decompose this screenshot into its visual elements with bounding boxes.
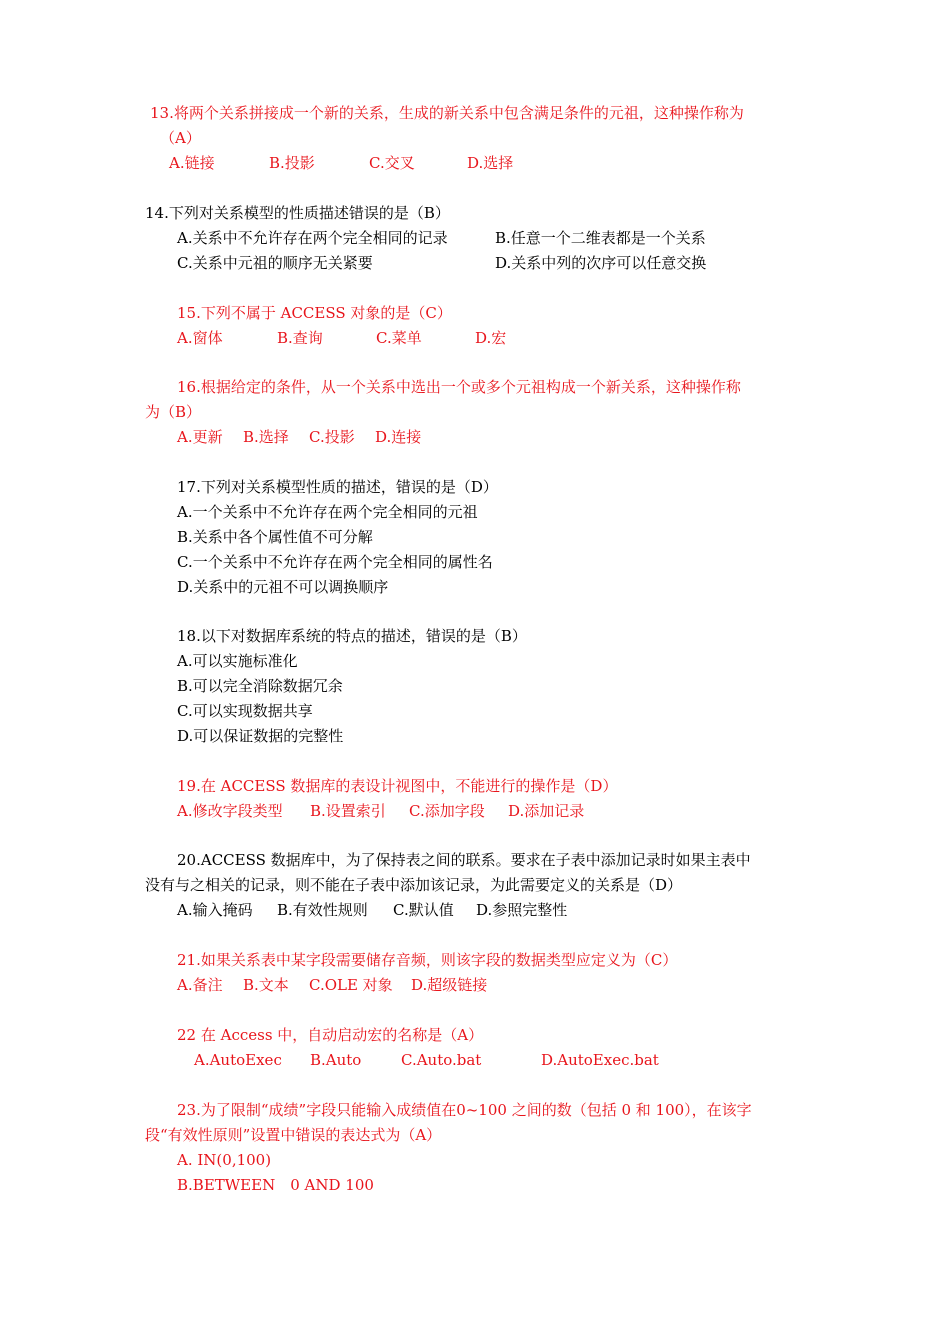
question-15-options — [177, 328, 506, 348]
question-17-option-d: D.关系中的元祖不可以调换顺序 — [177, 578, 389, 596]
option-a: A.输入掩码 — [177, 901, 253, 919]
question-18-option-b: B.可以完全消除数据冗余 — [177, 677, 343, 695]
question-23-option-a: A. IN(0,100) — [177, 1151, 272, 1169]
question-19-stem: 19.在 ACCESS 数据库的表设计视图中，不能进行的操作是（D） — [177, 777, 618, 795]
question-19-options — [177, 801, 584, 821]
question-21-options — [177, 975, 487, 995]
option-d: D.AutoExec.bat — [541, 1051, 659, 1069]
question-16-stem: 16.根据给定的条件，从一个关系中选出一个或多个元祖构成一个新关系，这种操作称 — [177, 378, 741, 396]
question-20-options — [177, 900, 567, 920]
option-a: A.更新 — [177, 428, 223, 446]
question-22-options — [194, 1050, 659, 1070]
option-c: C.添加字段 — [409, 802, 485, 820]
option-b: B.任意一个二维表都是一个关系 — [495, 229, 706, 247]
question-18-option-d: D.可以保证数据的完整性 — [177, 727, 344, 745]
option-a: A.备注 — [177, 976, 223, 994]
question-23-option-b: B.BETWEEN 0 AND 100 — [177, 1176, 374, 1194]
option-c: C.交叉 — [369, 154, 415, 172]
option-c: C.OLE 对象 — [309, 976, 393, 994]
question-17-stem: 17.下列对关系模型性质的描述，错误的是（D） — [177, 478, 498, 496]
option-a: A.窗体 — [177, 329, 223, 347]
option-c: C.默认值 — [393, 901, 454, 919]
option-d: D.参照完整性 — [476, 901, 568, 919]
option-c: C.Auto.bat — [401, 1051, 482, 1069]
option-b: B.查询 — [277, 329, 323, 347]
question-15-stem: 15.下列不属于 ACCESS 对象的是（C） — [177, 304, 452, 322]
option-d: D.选择 — [467, 154, 514, 172]
option-c: C.菜单 — [376, 329, 422, 347]
question-14-stem: 14.下列对关系模型的性质描述错误的是（B） — [145, 204, 450, 222]
option-b: B.文本 — [243, 976, 289, 994]
question-23-stem-cont: 段“有效性原则”设置中错误的表达式为（A） — [145, 1126, 442, 1144]
option-c: C.关系中元祖的顺序无关紧要 — [177, 254, 373, 272]
option-b: B.有效性规则 — [277, 901, 368, 919]
option-d: D.添加记录 — [508, 802, 585, 820]
option-d: D.宏 — [475, 329, 507, 347]
option-d: D.关系中列的次序可以任意交换 — [495, 254, 707, 272]
question-16-stem-cont: 为（B） — [145, 403, 202, 421]
option-d: D.超级链接 — [411, 976, 488, 994]
option-b: B.投影 — [269, 154, 315, 172]
question-18-stem: 18.以下对数据库系统的特点的描述，错误的是（B） — [177, 627, 527, 645]
option-b: B.设置索引 — [310, 802, 386, 820]
option-b: B.Auto — [310, 1051, 362, 1069]
option-a: A.修改字段类型 — [177, 802, 283, 820]
question-16-options — [177, 427, 421, 447]
question-21-stem: 21.如果关系表中某字段需要储存音频，则该字段的数据类型应定义为（C） — [177, 951, 678, 969]
question-17-option-c: C.一个关系中不允许存在两个完全相同的属性名 — [177, 553, 493, 571]
question-20-stem-cont: 没有与之相关的记录，则不能在子表中添加该记录，为此需要定义的关系是（D） — [145, 876, 683, 894]
question-18-option-a: A.可以实施标准化 — [177, 652, 298, 670]
option-a: A.AutoExec — [194, 1051, 282, 1069]
question-14-options-row1 — [177, 228, 706, 248]
question-17-option-b: B.关系中各个属性值不可分解 — [177, 528, 373, 546]
question-20-stem: 20.ACCESS 数据库中，为了保持表之间的联系。要求在子表中添加记录时如果主表中 — [177, 851, 751, 869]
option-a: A.关系中不允许存在两个完全相同的记录 — [177, 229, 448, 247]
option-d: D.连接 — [375, 428, 422, 446]
question-23-stem: 23.为了限制“成绩”字段只能输入成绩值在0~100 之间的数（包括 0 和 100），在该字 — [177, 1101, 752, 1119]
question-13-options — [169, 153, 513, 173]
option-a: A.链接 — [169, 154, 215, 172]
question-14-options-row2 — [177, 253, 706, 273]
question-22-stem: 22 在 Access 中，自动启动宏的名称是（A） — [177, 1026, 484, 1044]
question-13-stem-cont: （A） — [160, 129, 201, 147]
question-18-option-c: C.可以实现数据共享 — [177, 702, 313, 720]
option-c: C.投影 — [309, 428, 355, 446]
question-13-stem: 13.将两个关系拼接成一个新的关系，生成的新关系中包含满足条件的元祖，这种操作称为 — [150, 104, 744, 122]
question-17-option-a: A.一个关系中不允许存在两个完全相同的元祖 — [177, 503, 478, 521]
option-b: B.选择 — [243, 428, 289, 446]
